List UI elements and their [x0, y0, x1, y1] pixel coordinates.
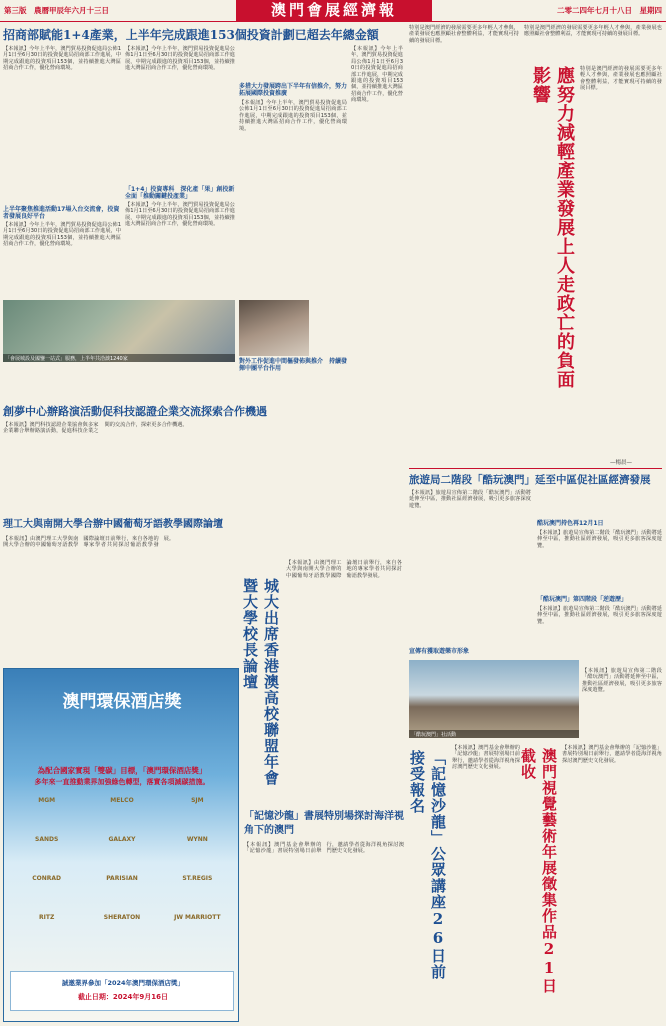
ad-logo: MGM: [38, 797, 56, 804]
column1-body-2: 特別是澳門經濟的發展需要更多年輕人才參與，產業發展也應照顧社會整體利益，才能實現可持續的發展目標。: [580, 66, 662, 92]
column1-body-top: 特別是澳門經濟的發展需要更多年輕人才參與，產業發展也應照顧社會整體利益，才能實現可持續的發展目標。: [524, 25, 662, 38]
article1-body-5: 【本報訊】今年上半年，澳門貿易投資促進局公佈1月1日至6月30日的投資促進局招商部工作進展，中期完成跟進的投資項目153個，並持續推進大灣區招商合作工作，優化營商環境。: [239, 100, 347, 132]
article4-body-2: 【本報訊】旅遊局宣佈第二階段「酷玩澳門」活動將延伸至中區，推動社區經濟發展，吸引更多旅客深度遊覽。: [537, 530, 662, 549]
green-hotel-award-ad: [3, 668, 239, 1022]
article1-body-2: 【本報訊】今年上半年，澳門貿易投資促進局公佈1月1日至6月30日的投資促進局招商部工作進展，中期完成跟進的投資項目153個，並持續推進大灣區招商合作工作，優化營商環境。: [3, 222, 121, 248]
article4-photo: [409, 660, 579, 738]
ad-logo-grid: [12, 797, 232, 947]
article1-body: 【本報訊】今年上半年，澳門貿易投資促進局公佈1月1日至6月30日的投資促進局招商部工作進展，中期完成跟進的投資項目153個，並持續推進大灣區招商合作工作，優化營商環境。: [3, 46, 121, 72]
edition-date-lunar: 第三版 農曆甲辰年六月十三日: [4, 6, 109, 15]
ad-title: 澳門環保酒店獎: [62, 692, 182, 712]
article1-portrait-photo: [239, 300, 309, 356]
article4-photo-caption: 「酷玩澳門」社活動: [409, 730, 579, 738]
article1-sub1: 上半年聚焦推進活動17場入台交流會，投資者發展良好平台: [3, 206, 120, 220]
ad-logo: JW MARRIOTT: [174, 914, 221, 921]
edition-date-gregorian: 二零二四年七月十八日 星期四: [557, 6, 662, 15]
article1-sub2: 多措大力發展跨出下半年有信推介，努力拓展國際投資推廣: [239, 83, 348, 97]
article1-photo-caption: 「會展城設及國鑒一站式」服務，上半年共洽談1240家: [3, 354, 235, 362]
ad-logo: CONRAD: [32, 875, 62, 882]
article5-body: 【本報訊】澳門基金會舉辦的「記憶沙龍」書展特別場日前舉行，邀請學者從海洋視角探討澳門歷史文化發展。: [244, 842, 404, 855]
masthead: [0, 0, 666, 22]
divider-rule: [409, 468, 662, 469]
article3-body: 【本報訊】由澳門理工大學與南開大學合辦的中國葡萄牙語教學國際論壇日前舉行，來自各地的專家學者共同探討葡語教學發展。: [3, 536, 175, 549]
ad-logo: SJM: [191, 797, 204, 804]
column1-headline: 應努力減輕產業發展上人走政亡的負面影響: [530, 66, 575, 389]
article4-body-4: 【本報訊】旅遊局宣佈第二階段「酷玩澳門」活動將延伸至中區，推動社區經濟發展，吸引更多旅客深度遊覽。: [582, 668, 662, 694]
ad-footer: [10, 971, 234, 1011]
article2-body: 【本報訊】澳門科技認證企業協會與多家企業聯合舉辦路演活動，促進科技企業之間的交流合作，探索更多合作機遇。: [3, 422, 188, 435]
ad-logo: SHERATON: [103, 914, 141, 921]
vertical2-body: 【本報訊】澳門基金會舉辦的「記憶沙龍」書展特別場日前舉行，邀請學者從海洋視角探討澳門歷史文化發展。: [452, 745, 520, 771]
article4-body: 【本報訊】旅遊局宣佈第二階段「酷玩澳門」活動將延伸至中區，推動社區經濟發展，吸引更多旅客深度遊覽。: [409, 490, 531, 509]
article2-headline: 創夢中心辦路演活動促科技認證企業交流探索合作機遇: [3, 405, 267, 418]
ad-footer-line2: 截止日期：2024年9月16日: [77, 993, 169, 1001]
column1-body: 特別是澳門經濟的發展需要更多年輕人才參與，產業發展也應照顧社會整體利益，才能實現可持續的發展目標。: [409, 25, 519, 44]
article1-body-3: 【本報訊】今年上半年，澳門貿易投資促進局公佈1月1日至6月30日的投資促進局招商部工作進展，中期完成跟進的投資項目153個，並持續推進大灣區招商合作工作，優化營商環境。: [125, 46, 235, 72]
ad-logo: MELCO: [110, 797, 134, 804]
article4-body-3: 【本報訊】旅遊局宣佈第二階段「酷玩澳門」活動將延伸至中區，推動社區經濟發展，吸引更多旅客深度遊覽。: [537, 606, 662, 625]
ad-logo: ST.REGIS: [182, 875, 213, 882]
article4-sub2: 酷玩澳門持色再12月1日: [537, 520, 604, 527]
article4-headline: 旅遊局二階段「酷玩澳門」延至中區促社區經濟發展: [409, 474, 651, 486]
article1-headline: 招商部賦能1+4產業，上半年完成跟進153個投資計劃已超去年總金額: [3, 28, 379, 42]
article1-sub3: 「1+4」投資專科 深化產「果」創投新全面「推動關鍵投產業」: [125, 186, 235, 200]
vertical3-body: 【本報訊】澳門基金會舉辦的「記憶沙龍」書展特別場日前舉行，邀請學者從海洋視角探討澳門歷史文化發展。: [562, 745, 662, 764]
ad-logo: WYNN: [186, 836, 208, 843]
article4-sub1: 宣傳有獲取遊樂市形象: [409, 648, 470, 655]
newspaper-title: 澳門會展經濟報: [236, 0, 432, 21]
article4-sub3: 「酷玩澳門」第四階段「逆遊歷」: [537, 596, 628, 603]
article1-photo: [3, 300, 235, 362]
ad-logo: RITZ: [39, 914, 55, 921]
article1-body-6: 【本報訊】今年上半年，澳門貿易投資促進局公佈1月1日至6月30日的投資促進局招商部工作進展，中期完成跟進的投資項目153個，並持續推進大灣區招商合作工作，優化營商環境。: [351, 46, 403, 104]
article5-headline: 「記憶沙龍」書展特別場探討海洋視角下的澳門: [244, 811, 404, 836]
ad-line2: 多年來一直推動業界加強綠色轉型，落實各項減碳措施。: [34, 778, 210, 786]
vertical1-headline: 城大出席香港澳高校聯盟年會暨大學校長論壇: [241, 578, 280, 786]
vertical3-headline: 澳門視覺藝術年展徵集作品21日截收: [519, 748, 558, 994]
article1-body-4: 【本報訊】今年上半年，澳門貿易投資促進局公佈1月1日至6月30日的投資促進局招商部工作進展，中期完成跟進的投資項目153個，並持續推進大灣區招商合作工作，優化營商環境。: [125, 202, 235, 228]
vertical2-headline: 「記憶沙龍」公眾講座26日前接受報名: [408, 750, 447, 980]
ad-footer-line1: 誠邀業界參加「2024年澳門環保酒店獎」: [61, 979, 185, 987]
ad-line1: 為配合國家實現「雙碳」目標，「澳門環保酒店獎」: [37, 766, 207, 775]
article3-headline: 理工大與南開大學合辦中國葡萄牙語教學國際論壇: [3, 519, 223, 530]
column1-byline: —楊晨—: [610, 460, 633, 466]
article1-sub4: 對外工作促進中間樞發佈與推介 持續發揮中團平台作用: [239, 358, 348, 372]
ad-logo: GALAXY: [108, 836, 136, 843]
vertical1-body: 【本報訊】由澳門理工大學與南開大學合辦的中國葡萄牙語教學國際論壇日前舉行，來自各地的專家學者共同探討葡語教學發展。: [286, 560, 402, 579]
ad-logo: SANDS: [35, 836, 59, 843]
ad-logo: PARISIAN: [106, 875, 138, 882]
